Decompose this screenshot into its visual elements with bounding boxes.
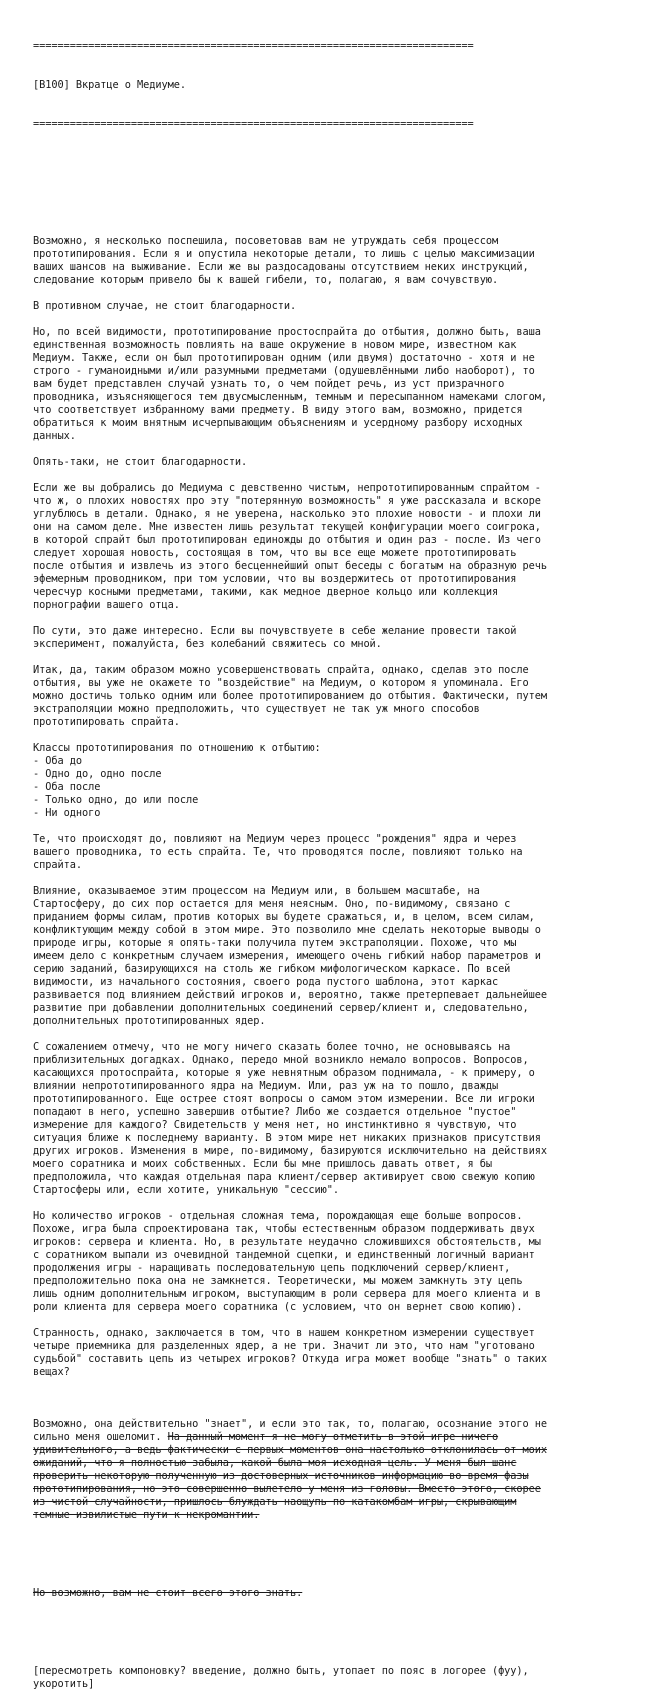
body-paragraphs — [33, 235, 623, 1392]
paragraph-line: можно достичь только одним или более прототипированием до отбытия. Фактически, путем — [33, 690, 548, 702]
struck-paragraph: Но возможно, вам не стоит всего этого знать. — [33, 1587, 303, 1599]
paragraph-line: измерение для каждого? Свидетельств у меня нет, но инстинктивно я чувствую, что — [33, 1119, 517, 1131]
paragraph-line: лишь одним дополнительным игроком, выступающим в роли сервера для моего клиента и в — [33, 1288, 541, 1300]
paragraph — [33, 326, 623, 443]
paragraph-line: прототипировать спрайта. — [33, 716, 180, 728]
paragraph-line: дополнительных прототипированных ядер. — [33, 1015, 266, 1027]
paragraph-line: других игроков. Изменения в мире, по-видимому, базируются исключительно на действиях — [33, 1145, 548, 1157]
paragraph-line: прототипированного. Еще острее стоят вопросы о самом этом измерении. Все ли игроки — [33, 1093, 535, 1105]
paragraph-line: природе игры, которые я опять-таки получила путем экстраполяции. Похоже, что мы — [33, 937, 517, 949]
paragraph — [33, 1327, 623, 1379]
paragraph-line: Странность, однако, заключается в том, что в нашем конкретном измерении существует — [33, 1327, 535, 1339]
paragraph-line: роли клиента для сервера моего соратника (с условием, что он вернет свою копию). — [33, 1301, 523, 1313]
paragraph-line: Те, что происходят до, повлияют на Медиум через процесс "рождения" ядра и через — [33, 833, 517, 845]
paragraph-line: эксперимент, пожалуйста, без колебаний свяжитесь со мной. — [33, 638, 382, 650]
paragraph — [33, 833, 623, 872]
paragraph-line: продолжения игры - наращивать последовательную цепь подключений сервер/клиент, — [33, 1262, 511, 1274]
paragraph-line: С сожалением отмечу, что не могу ничего сказать более точно, не основываясь на — [33, 1041, 511, 1053]
document — [33, 14, 623, 1704]
paragraph-line: углублюсь в детали. Однако, я не уверена, насколько это плохие новости - и плохи ли — [33, 508, 541, 520]
paragraph-line: - Только одно, до или после — [33, 794, 199, 806]
paragraph-line: серию заданий, базирующихся на столь же гибком мифологическом каркасе. По всей — [33, 963, 511, 975]
paragraph-line: Опять-таки, не стоит благодарности. — [33, 456, 248, 468]
paragraph — [33, 456, 623, 469]
paragraph-line: - Одно до, одно после — [33, 768, 162, 780]
mixed-paragraph — [33, 1418, 623, 1522]
paragraph-line: развивается под влиянием действий игроков и, вероятно, также претерпевает дальнейшее — [33, 989, 548, 1001]
paragraph-line: вещах? — [33, 1366, 70, 1378]
paragraph-line: Итак, да, таким образом можно усовершенствовать спрайта, однако, сделав это после — [33, 664, 529, 676]
paragraph — [33, 235, 623, 287]
paragraph-line: после отбытия и извлечь из этого бесценнейший опыт беседы с богатым на образную речь — [33, 560, 548, 572]
paragraph-line: Если же вы добрались до Медиума с девственно чистым, непрототипированным спрайтом - — [33, 482, 541, 494]
paragraph-line: что соответствует избранному вами предмету. В виду этого вам, возможно, придется — [33, 404, 523, 416]
paragraph — [33, 300, 623, 313]
paragraph-line: с соратником выпали из очевидной тандемной сцепки, и единственный логичный вариант — [33, 1249, 535, 1261]
paragraph-line: что ж, о плохих новостях про эту "потерянную возможность" я уже рассказала и вскоре — [33, 495, 541, 507]
paragraph-line: - Ни одного — [33, 807, 101, 819]
paragraph-line: Но количество игроков - отдельная сложная тема, порождающая еще больше вопросов. — [33, 1210, 523, 1222]
paragraph-line: Классы прототипирования по отношению к отбытию: — [33, 742, 321, 754]
paragraph — [33, 1041, 623, 1197]
paragraph-line: Возможно, я несколько поспешила, посоветовав вам не утруждать себя процессом — [33, 235, 499, 247]
top-rule: ======================================================================== — [33, 40, 474, 52]
paragraph-line: проводника, изъясняющегося тем двусмысленным, темным и пересыпанном намеками слогом, — [33, 391, 548, 403]
paragraph-line: ваших шансов на выживание. Если же вы раздосадованы отсутствием неких инструкций, — [33, 261, 529, 273]
paragraph-line: В противном случае, не стоит благодарности. — [33, 300, 297, 312]
paragraph-line: экстраполяции можно предположить, что существует не так уж много способов — [33, 703, 480, 715]
paragraph-line: Медиум. Также, если он был прототипирован одним (или двумя) достаточно - хотя и не — [33, 352, 535, 364]
paragraph-line: - Оба после — [33, 781, 101, 793]
paragraph-line: игроков: сервера и клиента. Но, в результате неудачно сложившихся обстоятельств, мы — [33, 1236, 541, 1248]
paragraph-line: единственная возможность повлиять на ваше окружение в новом мире, известном как — [33, 339, 517, 351]
paragraph-line: По сути, это даже интересно. Если вы почувствуете в себе желание провести такой — [33, 625, 517, 637]
paragraph-line: имеем дело с конкретным случаем измерения, имеющего очень гибкий набор параметров и — [33, 950, 541, 962]
paragraph-line: видимости, из начального состояния, своего рода пустого шаблона, этот каркас — [33, 976, 499, 988]
paragraph — [33, 1210, 623, 1314]
paragraph-line: четыре приемника для разделенных ядер, а не три. Значит ли это, что нам "уготовано — [33, 1340, 535, 1352]
paragraph-line: вашего проводника, то есть спрайта. Те, что проводятся после, повлияют только на — [33, 846, 523, 858]
paragraph-line: - Оба до — [33, 755, 82, 767]
paragraph-line: судьбой" составить цепь из четырех игроков? Откуда игра может вообще "знать" о таких — [33, 1353, 548, 1365]
paragraph-line: порнографии вашего отца. — [33, 599, 180, 611]
mixed-paragraph-plain: Возможно, она действительно "знает", и если это так, то, полагаю, осознание этого не сильно меня ошеломит. — [33, 1418, 548, 1443]
paragraph-line: Стартосферы или, если хотите, уникальную "сессию". — [33, 1184, 339, 1196]
paragraph-line: в которой спрайт был прототипирован единожды до отбытия и один раз - после. Из чего — [33, 534, 541, 546]
paragraph — [33, 742, 623, 820]
paragraph-line: предположила, что каждая отдельная пара клиент/сервер активирует свою свежую копию — [33, 1171, 535, 1183]
paragraph-line: приблизительных догадках. Однако, передо мной возникло немало вопросов. Вопросов, — [33, 1054, 529, 1066]
paragraph-line: строго - гуманоидными и/или разумными предметами (одушевлёнными либо наоборот), то — [33, 365, 535, 377]
paragraph-line: касающихся протоспрайта, которые я уже невнятным образом поднимала, - к примеру, о — [33, 1067, 535, 1079]
paragraph-line: Влияние, оказываемое этим процессом на Медиум или, в большем масштабе, на — [33, 885, 480, 897]
paragraph-line: отбытия, вы уже не окажете то "воздействие" на Медиум, о котором я упоминала. Его — [33, 677, 529, 689]
paragraph-line: чересчур косными предметами, такими, как медное дверное кольцо или коллекция — [33, 586, 499, 598]
paragraph — [33, 625, 623, 651]
paragraph-line: Похоже, игра была спроектирована так, чтобы естественным образом поддерживать двух — [33, 1223, 535, 1235]
paragraph-line: следует хорошая новость, состоящая в том, что вы все еще можете прототипировать — [33, 547, 517, 559]
document-title: [B100] Вкратце о Медиуме. — [33, 79, 186, 91]
paragraph-line: спрайта. — [33, 859, 82, 871]
paragraph-line: данных. — [33, 430, 76, 442]
paragraph-line: моего соратника и моих собственных. Если бы мне пришлось давать ответ, я бы — [33, 1158, 492, 1170]
paragraph-line: попадают в него, успешно завершив отбытие? Либо же создается отдельное "пустое" — [33, 1106, 517, 1118]
paragraph — [33, 482, 623, 612]
paragraph-line: влиянии непрототипированного ядра на Медиум. Или, раз уж на то пошло, дважды — [33, 1080, 499, 1092]
paragraph-line: конфликтующим между собой в этом мире. Это позволило мне сделать некоторые выводы о — [33, 924, 541, 936]
paragraph-line: прототипирования. Если я и опустила некоторые детали, то лишь с целью максимизации — [33, 248, 535, 260]
paragraph-line: они на самом деле. Мне известен лишь результат текущей конфигурации моего соигрока, — [33, 521, 541, 533]
paragraph-line: приданием формы силам, против которых вы будете сражаться, и, в целом, всем силам, — [33, 911, 535, 923]
paragraph-line: ситуация ближе к последнему варианту. В этом мире нет никаких признаков присутствия — [33, 1132, 541, 1144]
paragraph-line: обратиться к моим внятным исчерпывающим объяснениям и усердному разбору исходных — [33, 417, 523, 429]
paragraph-line: Стартосферу, до сих пор остается для меня неясным. Оно, по-видимому, связано с — [33, 898, 511, 910]
paragraph-line: предположительно пока она не замкнется. Теоретически, мы можем замкнуть эту цепь — [33, 1275, 523, 1287]
paragraph — [33, 885, 623, 1028]
paragraph-line: вам будет представлен случай узнать то, о чем пойдет речь, из уст призрачного — [33, 378, 505, 390]
paragraph-line: развитие при добавлении дополнительных соединений сервер/клиент и, следовательно, — [33, 1002, 529, 1014]
mixed-paragraph-struck: На данный момент я не могу отметить в этой игре ничего удивительного, а ведь фактически с первых моментов она настолько отклонилась от моих ожиданий, что я полностью забыла, какой была моя исходная цель. У меня был шанс проверить некоторую полученную из достоверных источников информацию во время фазы прототипирования, но это совершенно вылетело у меня из головы. Вместо этого, скорее из чистой случайности, пришлось блуждать наощупь по катакомбам игры, скрывающим темные извилистые пути к некромантии. — [33, 1431, 548, 1521]
paragraph-line: следование которым привело бы к вашей гибели, то, полагаю, я вам сочувствую. — [33, 274, 499, 286]
bottom-rule: ======================================================================== — [33, 118, 474, 130]
paragraph — [33, 664, 623, 729]
paragraph-line: Но, по всей видимости, прототипирование простоспрайта до отбытия, должно быть, ваша — [33, 326, 541, 338]
closing-note: [пересмотреть компоновку? введение, должно быть, утопает по пояс в логорее (фуу), укоротить] — [33, 1665, 529, 1690]
paragraph-line: эфемерным проводником, при том условии, что вы воздержитесь от прототипирования — [33, 573, 517, 585]
